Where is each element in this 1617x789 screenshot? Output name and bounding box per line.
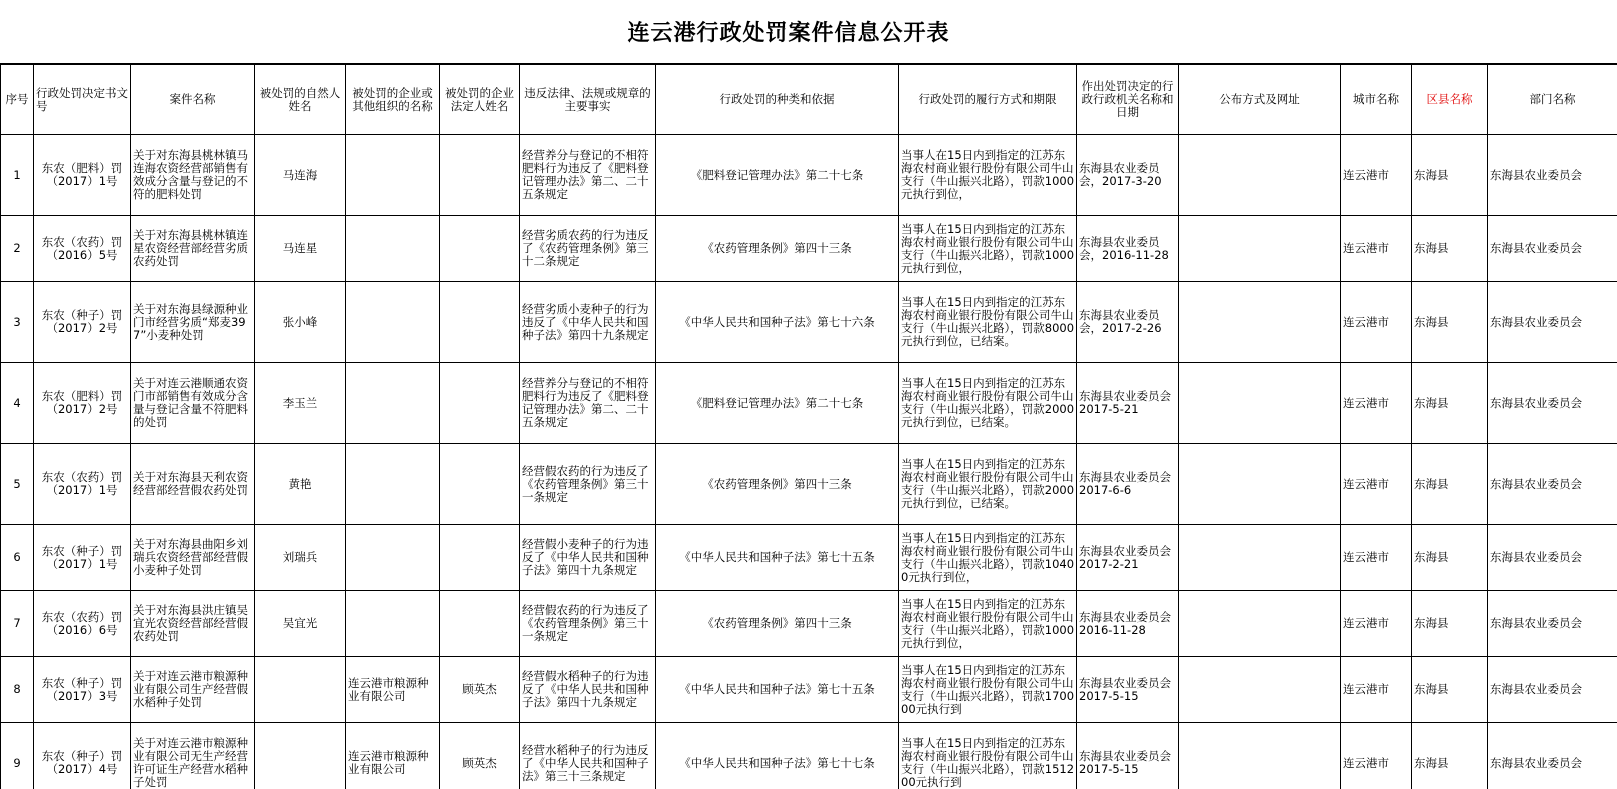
header-agency[interactable]: 作出处罚决定的行政行政机关名称和日期 <box>1077 65 1179 135</box>
cell-fact[interactable] <box>520 282 656 363</box>
cell-text: 连云港市 <box>1343 756 1389 770</box>
cell-text: 2 <box>13 242 21 255</box>
cell-person[interactable] <box>255 591 346 657</box>
cell-text: 东海县 <box>1414 396 1449 410</box>
table-row <box>1 444 1617 525</box>
cell-text: 连云港市 <box>1343 683 1389 696</box>
cell-text: 连云港市 <box>1343 477 1389 491</box>
cell-exec[interactable] <box>899 216 1077 282</box>
cell-text: 《中华人民共和国种子法》第七十五条 <box>679 551 875 564</box>
header-basis[interactable]: 行政处罚的种类和依据 <box>656 65 899 135</box>
cell-text: 经营假水稻种子的行为违反了《中华人民共和国种子法》第四十九条规定 <box>522 670 649 709</box>
cell-case[interactable] <box>131 282 255 363</box>
header-fact[interactable]: 违反法律、法规或规章的主要事实 <box>520 65 656 135</box>
cell-text: 东农（肥料）罚（2017）1号 <box>41 162 123 188</box>
cell-no[interactable] <box>1 723 34 789</box>
cell-fact[interactable] <box>520 444 656 525</box>
cell-text: 东农（肥料）罚（2017）2号 <box>41 390 123 416</box>
cell-exec[interactable] <box>899 591 1077 657</box>
cell-case[interactable] <box>131 657 255 723</box>
cell-org[interactable] <box>346 363 440 444</box>
cell-dept[interactable] <box>1488 657 1617 723</box>
cell-fact[interactable] <box>520 363 656 444</box>
cell-text: 东海县 <box>1414 756 1449 770</box>
cell-text: 《肥料登记管理办法》第二十七条 <box>690 168 864 182</box>
cell-text: 东海县农业委员会，2017-2-26 <box>1079 309 1162 335</box>
cell-text: 张小峰 <box>282 315 318 329</box>
cell-text: 当事人在15日内到指定的江苏东海农村商业银行股份有限公司牛山支行（牛山振兴北路），罚款10400元执行到位， <box>901 531 1074 584</box>
cell-text: 东海县农业委员会2017-5-15 <box>1079 676 1171 703</box>
cell-legal[interactable] <box>440 444 520 525</box>
cell-county[interactable] <box>1412 135 1488 216</box>
table-row <box>1 657 1617 723</box>
cell-publish[interactable] <box>1179 282 1341 363</box>
cell-text: 李玉兰 <box>282 396 318 410</box>
cell-text: 东农（种子）罚（2017）3号 <box>41 676 123 703</box>
header-county[interactable]: 区县名称 <box>1412 65 1488 135</box>
cell-text: 《农药管理条例》第四十三条 <box>702 477 852 491</box>
cell-doc[interactable] <box>34 363 131 444</box>
cell-person[interactable] <box>255 216 346 282</box>
table-row <box>1 591 1617 657</box>
cell-county[interactable] <box>1412 657 1488 723</box>
table-row <box>1 525 1617 591</box>
cell-text: 经营劣质农药的行为违反了《农药管理条例》第三十二条规定 <box>522 229 649 268</box>
cell-publish[interactable] <box>1179 525 1341 591</box>
cell-text: 东海县 <box>1414 477 1449 491</box>
cell-basis[interactable] <box>656 591 899 657</box>
cell-text: 东海县农业委员会 <box>1490 756 1582 770</box>
cell-text: 连云港市 <box>1343 617 1389 630</box>
cell-text: 经营假农药的行为违反了《农药管理条例》第三十一条规定 <box>522 464 649 504</box>
table-row <box>1 282 1617 363</box>
cell-text: 东海县农业委员会，2016-11-28 <box>1079 235 1169 262</box>
cell-text: 关于对连云港市粮源种业有限公司无生产经营许可证生产经营水稻种子处罚 <box>133 737 248 789</box>
cell-text: 东海县农业委员会 <box>1490 617 1582 630</box>
cell-exec[interactable] <box>899 525 1077 591</box>
cell-city[interactable] <box>1341 444 1412 525</box>
cell-doc[interactable] <box>34 723 131 789</box>
cell-dept[interactable] <box>1488 723 1617 789</box>
cell-basis[interactable] <box>656 216 899 282</box>
header-publish[interactable]: 公布方式及网址 <box>1179 65 1341 135</box>
cell-text: 经营养分与登记的不相符肥料行为违反了《肥料登记管理办法》第二、二十五条规定 <box>522 377 649 429</box>
cell-text: 东海县农业委员会 <box>1490 551 1582 564</box>
cell-legal[interactable] <box>440 591 520 657</box>
cell-person[interactable] <box>255 723 346 789</box>
cell-text: 东海县 <box>1414 617 1449 630</box>
cell-text: 东海县 <box>1414 242 1449 255</box>
table-row <box>1 363 1617 444</box>
cell-county[interactable] <box>1412 525 1488 591</box>
cell-text: 马连海 <box>282 168 318 182</box>
cell-text: 关于对东海县桃林镇马连海农资经营部销售有效成分含量与登记的不符的肥料处罚 <box>133 149 248 201</box>
cell-person[interactable] <box>255 282 346 363</box>
cell-org[interactable] <box>346 657 440 723</box>
cell-fact[interactable] <box>520 591 656 657</box>
cell-dept[interactable] <box>1488 444 1617 525</box>
cell-text: 经营假小麦种子的行为违反了《中华人民共和国种子法》第四十九条规定 <box>522 538 649 577</box>
cell-agency[interactable] <box>1077 216 1179 282</box>
cell-legal[interactable] <box>440 363 520 444</box>
cell-fact[interactable] <box>520 135 656 216</box>
cell-no[interactable] <box>1 591 34 657</box>
cell-city[interactable] <box>1341 216 1412 282</box>
cell-text: 9 <box>13 756 21 770</box>
cell-doc[interactable] <box>34 135 131 216</box>
cell-exec[interactable] <box>899 444 1077 525</box>
cell-text: 东海县农业委员会 <box>1490 242 1582 255</box>
cell-agency[interactable] <box>1077 657 1179 723</box>
title-row <box>0 0 1617 64</box>
cell-text: 东海县农业委员会 <box>1490 315 1582 329</box>
cell-text: 关于对东海县天利农资经营部经营假农药处罚 <box>133 471 248 497</box>
cell-text: 当事人在15日内到指定的江苏东海农村商业银行股份有限公司牛山支行（牛山振兴北路），罚款1000元执行到位， <box>901 222 1074 275</box>
cell-no[interactable] <box>1 657 34 723</box>
cell-text: 连云港市 <box>1343 551 1389 564</box>
cell-text: 经营劣质小麦种子的行为违反了《中华人民共和国种子法》第四十九条规定 <box>522 302 649 342</box>
cell-dept[interactable] <box>1488 363 1617 444</box>
cell-text: 当事人在15日内到指定的江苏东海农村商业银行股份有限公司牛山支行（牛山振兴北路），罚款151200元执行到 <box>901 737 1074 789</box>
cell-county[interactable] <box>1412 216 1488 282</box>
table-row <box>1 723 1617 789</box>
cell-legal[interactable] <box>440 657 520 723</box>
cell-text: 关于对东海县曲阳乡刘瑞兵农资经营部经营假小麦种子处罚 <box>133 538 248 577</box>
cell-basis[interactable] <box>656 282 899 363</box>
cell-no[interactable] <box>1 363 34 444</box>
header-dept[interactable]: 部门名称 <box>1488 65 1617 135</box>
cell-legal[interactable] <box>440 135 520 216</box>
cell-doc[interactable] <box>34 282 131 363</box>
cell-text: 关于对连云港顺通农资门市部销售有效成分含量与登记含量不符肥料的处罚 <box>133 377 248 429</box>
cell-city[interactable] <box>1341 723 1412 789</box>
cell-org[interactable] <box>346 525 440 591</box>
cell-basis[interactable] <box>656 525 899 591</box>
cell-doc[interactable] <box>34 444 131 525</box>
cell-org[interactable] <box>346 723 440 789</box>
cell-text: 东海县 <box>1414 168 1449 182</box>
cell-text: 经营养分与登记的不相符肥料行为违反了《肥料登记管理办法》第二、二十五条规定 <box>522 149 649 201</box>
cell-county[interactable] <box>1412 444 1488 525</box>
cell-case[interactable] <box>131 525 255 591</box>
cell-basis[interactable] <box>656 723 899 789</box>
cell-agency[interactable] <box>1077 591 1179 657</box>
cell-text: 东海县农业委员会2017-6-6 <box>1079 471 1171 497</box>
cell-doc[interactable] <box>34 657 131 723</box>
cell-text: 5 <box>13 477 21 491</box>
cell-fact[interactable] <box>520 657 656 723</box>
header-exec[interactable]: 行政处罚的履行方式和期限 <box>899 65 1077 135</box>
cell-publish[interactable] <box>1179 723 1341 789</box>
cell-text: 1 <box>13 168 21 182</box>
cell-text: 《肥料登记管理办法》第二十七条 <box>690 396 864 410</box>
cell-text: 顾英杰 <box>462 756 497 770</box>
cell-city[interactable] <box>1341 363 1412 444</box>
cell-basis[interactable] <box>656 657 899 723</box>
header-case[interactable]: 案件名称 <box>131 65 255 135</box>
cell-county[interactable] <box>1412 282 1488 363</box>
cell-exec[interactable] <box>899 723 1077 789</box>
cell-legal[interactable] <box>440 723 520 789</box>
cell-person[interactable] <box>255 363 346 444</box>
cell-text: 当事人在15日内到指定的江苏东海农村商业银行股份有限公司牛山支行（牛山振兴北路），罚款170000元执行到 <box>901 663 1074 716</box>
cell-text: 《中华人民共和国种子法》第七十六条 <box>679 315 875 329</box>
cell-text: 东农（种子）罚（2017）1号 <box>41 544 123 571</box>
cell-text: 7 <box>13 617 21 630</box>
cell-text: 连云港市 <box>1343 315 1389 329</box>
cell-city[interactable] <box>1341 591 1412 657</box>
cell-county[interactable] <box>1412 363 1488 444</box>
cell-legal[interactable] <box>440 525 520 591</box>
cell-org[interactable] <box>346 591 440 657</box>
cell-text: 东农（农药）罚（2016）5号 <box>41 235 123 262</box>
cell-fact[interactable] <box>520 723 656 789</box>
cell-text: 4 <box>13 396 21 410</box>
cell-case[interactable] <box>131 591 255 657</box>
cell-text: 《农药管理条例》第四十三条 <box>702 617 852 630</box>
cell-text: 吴宜光 <box>282 617 318 630</box>
cell-case[interactable] <box>131 444 255 525</box>
cell-text: 当事人在15日内到指定的江苏东海农村商业银行股份有限公司牛山支行（牛山振兴北路），罚款1000元执行到位， <box>901 597 1074 650</box>
cell-text: 刘瑞兵 <box>282 551 318 564</box>
cell-text: 东农（农药）罚（2017）1号 <box>41 471 123 497</box>
cell-text: 连云港市 <box>1343 242 1389 255</box>
cell-text: 连云港市粮源种业有限公司 <box>348 750 429 776</box>
cell-no[interactable] <box>1 525 34 591</box>
cell-publish[interactable] <box>1179 363 1341 444</box>
cell-case[interactable] <box>131 135 255 216</box>
cell-case[interactable] <box>131 216 255 282</box>
cell-dept[interactable] <box>1488 525 1617 591</box>
cell-text: 东海县 <box>1414 315 1449 329</box>
penalty-table <box>0 64 1617 789</box>
cell-no[interactable] <box>1 444 34 525</box>
cell-text: 东海县 <box>1414 551 1449 564</box>
header-row <box>1 65 1617 135</box>
cell-fact[interactable] <box>520 216 656 282</box>
header-person[interactable]: 被处罚的自然人姓名 <box>255 65 346 135</box>
cell-text: 《农药管理条例》第四十三条 <box>702 242 852 255</box>
cell-doc[interactable] <box>34 216 131 282</box>
cell-agency[interactable] <box>1077 723 1179 789</box>
cell-city[interactable] <box>1341 282 1412 363</box>
cell-doc[interactable] <box>34 525 131 591</box>
cell-text: 当事人在15日内到指定的江苏东海农村商业银行股份有限公司牛山支行（牛山振兴北路），罚款8000元执行到位，已结案。 <box>901 296 1074 348</box>
cell-text: 连云港市粮源种业有限公司 <box>348 676 429 703</box>
cell-publish[interactable] <box>1179 135 1341 216</box>
cell-case[interactable] <box>131 723 255 789</box>
cell-fact[interactable] <box>520 525 656 591</box>
cell-text: 《中华人民共和国种子法》第七十七条 <box>679 756 875 770</box>
cell-text: 关于对东海县绿源种业门市经营劣质“郑麦397”小麦种处罚 <box>133 302 248 342</box>
cell-city[interactable] <box>1341 525 1412 591</box>
cell-exec[interactable] <box>899 657 1077 723</box>
cell-basis[interactable] <box>656 363 899 444</box>
cell-dept[interactable] <box>1488 216 1617 282</box>
cell-text: 东海县农业委员会，2017-3-20 <box>1079 162 1162 188</box>
cell-publish[interactable] <box>1179 444 1341 525</box>
cell-text: 《中华人民共和国种子法》第七十五条 <box>679 683 875 696</box>
cell-text: 东海县农业委员会2017-5-15 <box>1079 750 1171 776</box>
cell-county[interactable] <box>1412 723 1488 789</box>
cell-text: 当事人在15日内到指定的江苏东海农村商业银行股份有限公司牛山支行（牛山振兴北路），罚款1000元执行到位， <box>901 149 1074 201</box>
header-no[interactable]: 序号 <box>1 65 34 135</box>
cell-basis[interactable] <box>656 444 899 525</box>
cell-text: 东海县农业委员会 <box>1490 683 1582 696</box>
cell-publish[interactable] <box>1179 657 1341 723</box>
cell-text: 8 <box>13 683 21 696</box>
cell-person[interactable] <box>255 525 346 591</box>
cell-text: 关于对东海县桃林镇连星农资经营部经营劣质农药处罚 <box>133 229 248 268</box>
cell-text: 东海县农业委员会 <box>1490 168 1582 182</box>
cell-text: 连云港市 <box>1343 168 1389 182</box>
cell-legal[interactable] <box>440 216 520 282</box>
cell-text: 东海县农业委员会2016-11-28 <box>1079 610 1171 637</box>
header-doc[interactable]: 行政处罚决定书文号 <box>34 65 131 135</box>
cell-text: 经营假农药的行为违反了《农药管理条例》第三十一条规定 <box>522 604 649 643</box>
table-row <box>1 216 1617 282</box>
cell-text: 当事人在15日内到指定的江苏东海农村商业银行股份有限公司牛山支行（牛山振兴北路），罚款2000元执行到位，已结案。 <box>901 377 1074 429</box>
cell-person[interactable] <box>255 657 346 723</box>
cell-agency[interactable] <box>1077 282 1179 363</box>
cell-org[interactable] <box>346 135 440 216</box>
cell-text: 东海县农业委员会2017-5-21 <box>1079 390 1171 416</box>
cell-text: 东海县 <box>1414 683 1449 696</box>
cell-text: 东海县农业委员会2017-2-21 <box>1079 544 1171 571</box>
cell-org[interactable] <box>346 282 440 363</box>
cell-no[interactable] <box>1 282 34 363</box>
cell-text: 顾英杰 <box>462 683 497 696</box>
cell-basis[interactable] <box>656 135 899 216</box>
cell-publish[interactable] <box>1179 591 1341 657</box>
cell-text: 关于对连云港市粮源种业有限公司生产经营假水稻种子处罚 <box>133 670 248 709</box>
cell-exec[interactable] <box>899 135 1077 216</box>
cell-text: 连云港市 <box>1343 396 1389 410</box>
cell-publish[interactable] <box>1179 216 1341 282</box>
cell-person[interactable] <box>255 444 346 525</box>
cell-person[interactable] <box>255 135 346 216</box>
cell-exec[interactable] <box>899 363 1077 444</box>
cell-text: 东农（种子）罚（2017）2号 <box>41 309 123 335</box>
cell-no[interactable] <box>1 135 34 216</box>
cell-city[interactable] <box>1341 135 1412 216</box>
cell-agency[interactable] <box>1077 363 1179 444</box>
cell-text: 东海县农业委员会 <box>1490 396 1582 410</box>
cell-dept[interactable] <box>1488 591 1617 657</box>
cell-agency[interactable] <box>1077 525 1179 591</box>
header-city[interactable]: 城市名称 <box>1341 65 1412 135</box>
page-title: 连云港行政处罚案件信息公开表 <box>627 21 950 46</box>
cell-text: 东海县农业委员会 <box>1490 477 1582 491</box>
cell-text: 经营水稻种子的行为违反了《中华人民共和国种子法》第三十三条规定 <box>522 743 649 783</box>
cell-text: 当事人在15日内到指定的江苏东海农村商业银行股份有限公司牛山支行（牛山振兴北路），罚款2000元执行到位，已结案。 <box>901 458 1074 510</box>
cell-org[interactable] <box>346 216 440 282</box>
cell-text: 马连星 <box>282 242 318 255</box>
cell-text: 关于对东海县洪庄镇吴宜光农资经营部经营假农药处罚 <box>133 604 248 643</box>
cell-agency[interactable] <box>1077 135 1179 216</box>
cell-county[interactable] <box>1412 591 1488 657</box>
header-legal[interactable]: 被处罚的企业法定人姓名 <box>440 65 520 135</box>
cell-text: 黄艳 <box>288 477 312 491</box>
cell-legal[interactable] <box>440 282 520 363</box>
cell-text: 东农（农药）罚（2016）6号 <box>41 610 123 637</box>
cell-text: 6 <box>13 551 21 564</box>
cell-case[interactable] <box>131 363 255 444</box>
cell-text: 3 <box>13 315 21 329</box>
cell-text: 东农（种子）罚（2017）4号 <box>41 750 123 776</box>
cell-dept[interactable] <box>1488 282 1617 363</box>
cell-no[interactable] <box>1 216 34 282</box>
cell-doc[interactable] <box>34 591 131 657</box>
cell-exec[interactable] <box>899 282 1077 363</box>
cell-agency[interactable] <box>1077 444 1179 525</box>
header-org[interactable]: 被处罚的企业或其他组织的名称 <box>346 65 440 135</box>
table-row <box>1 135 1617 216</box>
cell-dept[interactable] <box>1488 135 1617 216</box>
cell-city[interactable] <box>1341 657 1412 723</box>
cell-org[interactable] <box>346 444 440 525</box>
